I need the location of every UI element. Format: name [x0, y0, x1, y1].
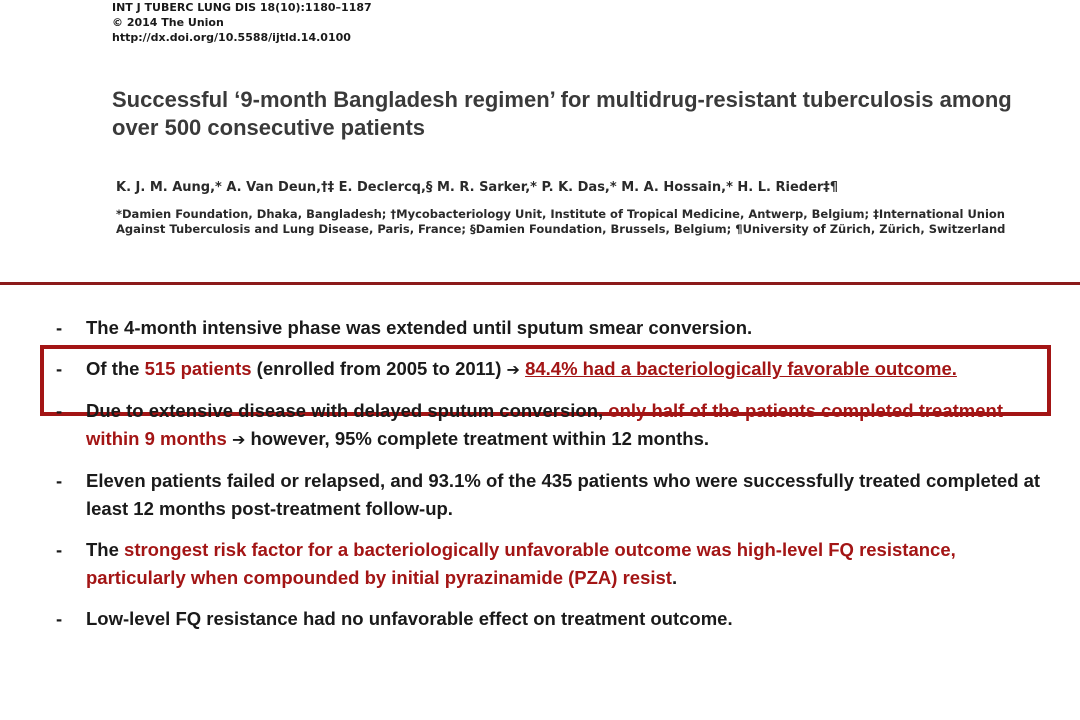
bullet-dash: -: [56, 608, 63, 629]
bullet-text-post: .: [671, 567, 678, 588]
bullet-text-mid: (enrolled from 2005 to 2011): [251, 358, 507, 379]
bullet-text: The 4-month intensive phase was extended until sputum smear conversion.: [86, 317, 753, 338]
highlight-favorable-outcome: 84.4% had a bacteriologically favorable outcome.: [525, 358, 957, 379]
highlight-half-completed: only half of the patients completed treatment within 9 months: [86, 400, 1003, 449]
bullet-dash: -: [56, 317, 63, 338]
bullet-dash: -: [56, 470, 63, 491]
bullet-dash: -: [56, 358, 63, 379]
bullet-text-post: however, 95% complete treatment within 12 months.: [245, 428, 710, 449]
paper-header: [112, 0, 1052, 236]
bullet-dash: -: [56, 400, 63, 421]
journal-citation: INT J TUBERC LUNG DIS 18(10):1180–1187: [112, 1, 372, 14]
citation-block: [112, 0, 1052, 45]
bullet-text-pre: The: [86, 539, 125, 560]
bullet-failure-relapse: [56, 467, 1046, 523]
bullet-low-level-fq: [56, 605, 1046, 633]
bullet-patient-outcome: [56, 355, 1046, 384]
bullet-intensive-phase: [56, 314, 1046, 342]
paper-title: Successful ‘9-month Bangladesh regimen’ for multidrug-resistant tuberculosis among over 500 consecutive patients: [112, 87, 1012, 140]
summary-bullet-list: [56, 314, 1046, 646]
section-divider: [0, 282, 1080, 285]
bullet-text-pre: Of the: [86, 358, 145, 379]
affiliations: *Damien Foundation, Dhaka, Bangladesh; †Mycobacteriology Unit, Institute of Tropical Medicine, Antwerp, Belgium; ‡International Union Against Tuberculosis and Lung Disease, Paris, France; §Damien Foundation, Brussels, Belgium; ¶University of Zürich, Zürich, Switzerland: [116, 207, 1006, 236]
highlight-risk-factor: strongest risk factor for a bacteriologically unfavorable outcome was high-level FQ resistance, particularly when compounded by initial pyrazinamide (PZA) resist: [86, 539, 956, 588]
highlight-patient-count: 515 patients: [144, 358, 252, 379]
bullet-treatment-duration: [56, 397, 1046, 454]
author-list: K. J. M. Aung,* A. Van Deun,†‡ E. Declercq,§ M. R. Sarker,* P. K. Das,* M. A. Hossain,* H. L. Rieder‡¶: [116, 180, 839, 195]
arrow-right-icon: ➔: [506, 360, 520, 379]
bullet-dash: -: [56, 539, 63, 560]
bullet-risk-factor: [56, 536, 1046, 592]
bullet-text: Low-level FQ resistance had no unfavorable effect on treatment outcome.: [86, 608, 733, 629]
copyright-line: © 2014 The Union: [112, 16, 224, 29]
arrow-right-icon: ➔: [231, 430, 246, 449]
doi-link[interactable]: http://dx.doi.org/10.5588/ijtld.14.0100: [112, 31, 351, 44]
bullet-text: Eleven patients failed or relapsed, and 93.1% of the 435 patients who were successfully treated completed at least 12 months post-treatment follow-up.: [86, 470, 1041, 519]
bullet-text-pre: Due to extensive disease with delayed sputum conversion,: [86, 400, 609, 421]
